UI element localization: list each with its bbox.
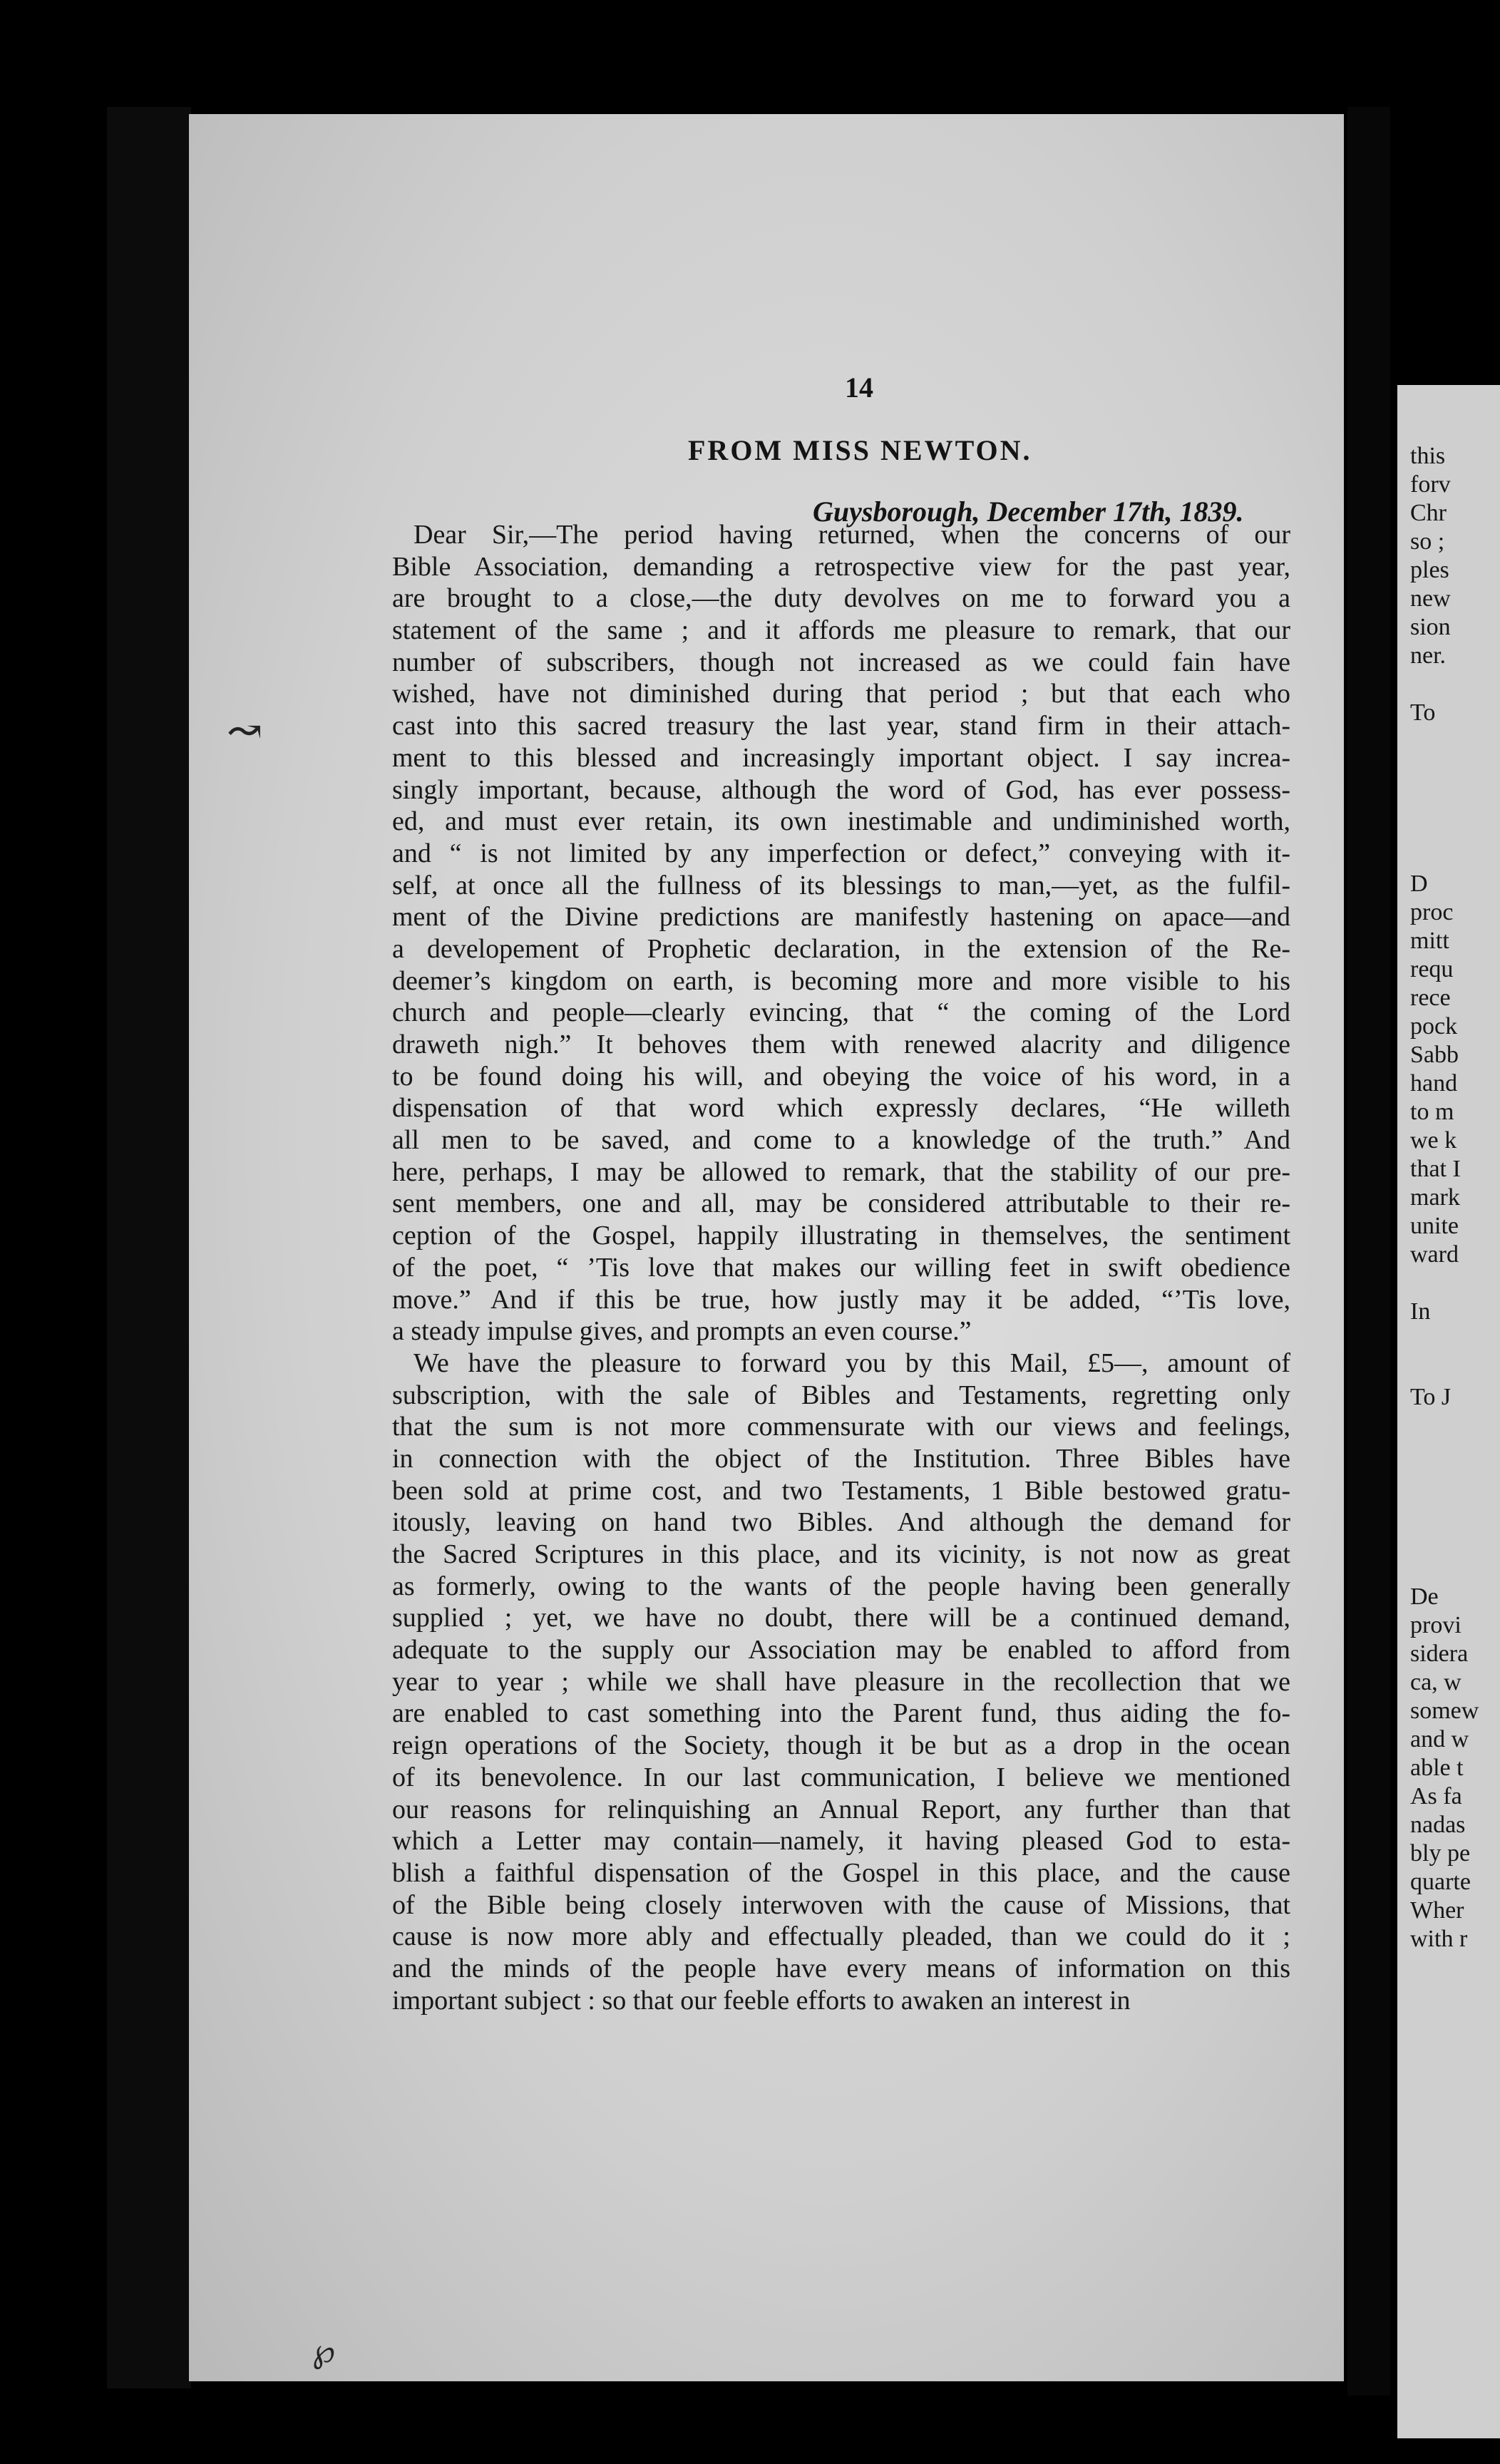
facing-page-fragment: sidera <box>1410 1641 1469 1667</box>
facing-page-fragment: ples <box>1410 557 1449 583</box>
body-line: that the sum is not more commensurate with our views and feelings, <box>392 1412 1290 1442</box>
body-line: and the minds of the people have every means of information on this <box>392 1953 1290 1983</box>
facing-page-fragment: ca, w <box>1410 1669 1462 1695</box>
facing-page-fragment: so ; <box>1410 528 1445 555</box>
margin-arrow-mark: ↝ <box>227 707 263 754</box>
body-line: supplied ; yet, we have no doubt, there will be a continued demand, <box>392 1603 1290 1633</box>
facing-page-fragment: we k <box>1410 1127 1457 1154</box>
body-line: number of subscribers, though not increased as we could fain have <box>392 647 1290 677</box>
facing-page-fragment: To <box>1410 699 1436 726</box>
body-line: our reasons for relinquishing an Annual Report, any further than that <box>392 1794 1290 1824</box>
facing-page-fragment: ner. <box>1410 642 1447 669</box>
body-line: cast into this sacred treasury the last year, stand firm in their attach- <box>392 711 1290 741</box>
body-line: dispensation of that word which expressly declares, “He willeth <box>392 1093 1290 1124</box>
body-line: church and people—clearly evincing, that “ the coming of the Lord <box>392 997 1290 1028</box>
facing-page-fragment: provi <box>1410 1612 1462 1638</box>
body-line: adequate to the supply our Association may be enabled to afford from <box>392 1635 1290 1665</box>
body-line: a developement of Prophetic declaration, in the extension of the Re- <box>392 933 1290 964</box>
facing-page-fragment: nadas <box>1410 1812 1466 1838</box>
body-line: of its benevolence. In our last communication, I believe we mentioned <box>392 1762 1290 1792</box>
letter-dateline: Guysborough, December 17th, 1839. <box>813 496 1244 528</box>
body-line: cause is now more ably and effectually pleaded, than we could do it ; <box>392 1921 1290 1952</box>
body-line: subscription, with the sale of Bibles and Testaments, regretting only <box>392 1380 1290 1410</box>
body-line: a steady impulse gives, and prompts an even course.” <box>392 1316 972 1347</box>
facing-page-fragment: with r <box>1410 1926 1468 1952</box>
facing-page-fragment: requ <box>1410 956 1454 982</box>
body-line: blish a faithful dispensation of the Gospel in this place, and the cause <box>392 1857 1290 1888</box>
body-line: reign operations of the Society, though it be but as a drop in the ocean <box>392 1730 1290 1761</box>
body-line: Bible Association, demanding a retrospective view for the past year, <box>392 551 1290 582</box>
body-line: of the poet, “ ’Tis love that makes our willing feet in swift obedience <box>392 1252 1290 1283</box>
margin-loop-mark: ℘ <box>312 2333 336 2369</box>
body-line: ment of the Divine predictions are manifestly hastening on apace—and <box>392 902 1290 933</box>
body-line: are brought to a close,—the duty devolves on me to forward you a <box>392 583 1290 614</box>
facing-page-fragment: pock <box>1410 1013 1458 1040</box>
body-line: deemer’s kingdom on earth, is becoming more and more visible to his <box>392 965 1290 996</box>
facing-page-fragment: that I <box>1410 1156 1461 1182</box>
body-line: singly important, because, although the word of God, has ever possess- <box>392 774 1290 805</box>
facing-page-fragment: Wher <box>1410 1897 1464 1924</box>
body-line: year to year ; while we shall have pleasure in the recollection that we <box>392 1666 1290 1697</box>
facing-page-fragment: this <box>1410 443 1446 469</box>
facing-page-fragment: quarte <box>1410 1869 1471 1895</box>
letter-heading: FROM MISS NEWTON. <box>688 434 1032 466</box>
facing-page-fragment: To J <box>1410 1384 1452 1410</box>
book-gutter <box>1347 107 1390 2396</box>
body-line: been sold at prime cost, and two Testaments, 1 Bible bestowed gratu- <box>392 1475 1290 1506</box>
facing-page-fragment: new <box>1410 585 1451 612</box>
body-line: move.” And if this be true, how justly may it be added, “’Tis love, <box>392 1284 1290 1315</box>
body-line: draweth nigh.” It behoves them with renewed alacrity and diligence <box>392 1030 1290 1059</box>
body-line: ment to this blessed and increasingly important object. I say increa- <box>392 742 1290 773</box>
facing-page-fragment: to m <box>1410 1099 1454 1125</box>
body-line: We have the pleasure to forward you by this Mail, £5—, amount of <box>413 1348 1290 1378</box>
facing-page-fragment: proc <box>1410 899 1454 925</box>
body-line: of the Bible being closely interwoven with the cause of Missions, that <box>392 1889 1290 1920</box>
facing-page-fragment: Sabb <box>1410 1042 1459 1068</box>
body-line: self, at once all the fullness of its blessings to man,—yet, as the fulfil- <box>392 870 1290 900</box>
body-line: all men to be saved, and come to a knowledge of the truth.” And <box>392 1125 1290 1156</box>
facing-page-fragment: bly pe <box>1410 1840 1471 1867</box>
body-line: Dear Sir,—The period having returned, when the concerns of our <box>413 520 1290 550</box>
page-number: 14 <box>845 371 873 404</box>
body-line: sent members, one and all, may be considered attributable to their re- <box>392 1189 1290 1219</box>
facing-page-fragment: In <box>1410 1298 1431 1325</box>
facing-page-fragment: mitt <box>1410 928 1449 954</box>
body-line: wished, have not diminished during that period ; but that each who <box>392 679 1290 709</box>
body-line: ed, and must ever retain, its own inestimable and undiminished worth, <box>392 806 1290 837</box>
body-line: statement of the same ; and it affords me pleasure to remark, that our <box>392 615 1290 646</box>
body-line: in connection with the object of the Institution. Three Bibles have <box>392 1443 1290 1474</box>
body-line: which a Letter may contain—namely, it having pleased God to esta- <box>392 1826 1290 1857</box>
facing-page-fragment: mark <box>1410 1184 1460 1211</box>
facing-page-fragment: D <box>1410 871 1428 897</box>
body-line: to be found doing his will, and obeying the voice of his word, in a <box>392 1061 1290 1092</box>
facing-page-fragment: somew <box>1410 1698 1479 1724</box>
body-line: itously, leaving on hand two Bibles. And although the demand for <box>392 1507 1290 1538</box>
facing-page-edge <box>1397 385 1500 2438</box>
facing-page-fragment: unite <box>1410 1213 1459 1239</box>
facing-page-fragment: As fa <box>1410 1783 1462 1809</box>
facing-page-fragment: rece <box>1410 985 1451 1011</box>
facing-page-fragment: forv <box>1410 471 1451 498</box>
body-line: are enabled to cast something into the Parent fund, thus aiding the fo- <box>392 1698 1290 1729</box>
body-line: the Sacred Scriptures in this place, and its vicinity, is not now as great <box>392 1539 1290 1569</box>
facing-page-fragment: hand <box>1410 1070 1458 1097</box>
facing-page-fragment: sion <box>1410 614 1451 640</box>
letter-body <box>392 519 1290 2016</box>
facing-page-fragment: able t <box>1410 1755 1464 1781</box>
body-line: ception of the Gospel, happily illustrating in themselves, the sentiment <box>392 1221 1290 1251</box>
facing-page-fragment: De <box>1410 1583 1439 1610</box>
body-line: and “ is not limited by any imperfection or defect,” conveying with it- <box>392 838 1290 868</box>
facing-page-fragment: Chr <box>1410 500 1447 526</box>
body-line: here, perhaps, I may be allowed to remark, that the stability of our pre- <box>392 1156 1290 1187</box>
body-line: important subject : so that our feeble efforts to awaken an interest in <box>392 1985 1131 2016</box>
body-line: as formerly, owing to the wants of the people having been generally <box>392 1571 1290 1601</box>
facing-page-fragment: ward <box>1410 1241 1459 1268</box>
facing-page-fragment: and w <box>1410 1726 1469 1752</box>
